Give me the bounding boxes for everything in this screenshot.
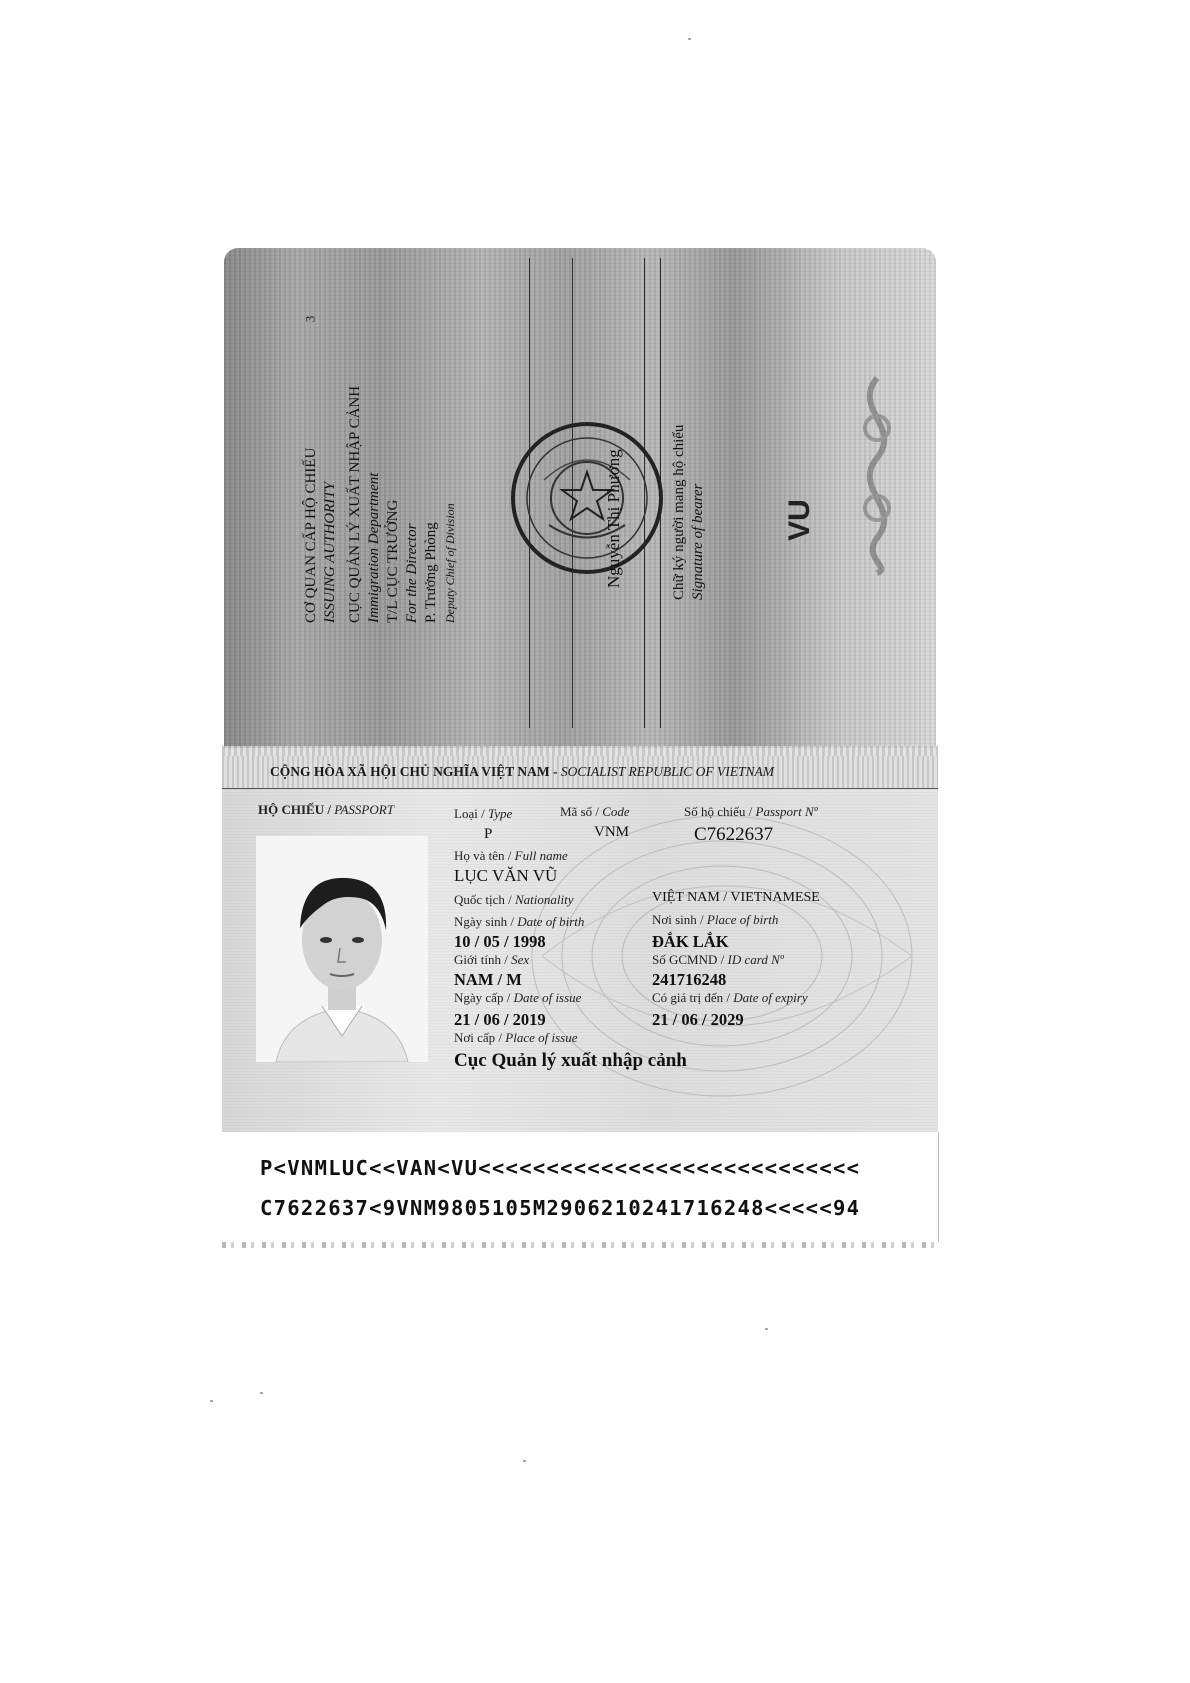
country-header-en: SOCIALIST REPUBLIC OF VIETNAM	[560, 764, 775, 779]
issue-date-value: 21 / 06 / 2019	[454, 1010, 546, 1029]
official-seal-icon	[509, 420, 665, 576]
expiry-date-label: Có giá trị đến / Date of expiry	[652, 990, 808, 1005]
issuing-authority-en: ISSUING AUTHORITY	[322, 482, 338, 623]
scan-speck	[260, 1392, 263, 1394]
page-number: 3	[302, 315, 318, 323]
code-value: VNM	[594, 824, 630, 840]
type-label: Loại / Type	[454, 806, 513, 821]
nationality-value: VIỆT NAM / VIETNAMESE	[652, 890, 820, 905]
scan-speck	[210, 1400, 213, 1402]
code-label: Mã số / Code	[560, 804, 630, 819]
for-director-vi: T/L CỤC TRƯỞNG	[385, 499, 401, 623]
scan-speck	[688, 38, 691, 40]
bearer-photo	[256, 836, 428, 1062]
full-name-label: Họ và tên / Full name	[454, 848, 568, 863]
bearer-signature-label-vi: Chữ ký người mang hộ chiếu	[671, 424, 687, 600]
place-of-issue-value: Cục Quản lý xuất nhập cảnh	[454, 1050, 687, 1071]
pob-value: ĐẮK LẮK	[652, 932, 729, 951]
scan-speck	[523, 1460, 526, 1462]
mrz-line-1: P<VNMLUC<<VAN<VU<<<<<<<<<<<<<<<<<<<<<<<<<<<<	[260, 1156, 861, 1180]
scan-speck	[765, 1328, 768, 1330]
country-header	[222, 756, 938, 789]
passport-upper-page	[224, 248, 936, 748]
ornament-icon	[842, 368, 912, 578]
official-name-block	[604, 449, 623, 588]
type-value: P	[484, 826, 493, 842]
expiry-date-value: 21 / 06 / 2029	[652, 1010, 744, 1029]
sex-label: Giới tính / Sex	[454, 952, 530, 967]
doc-title: HỘ CHIẾU / PASSPORT	[258, 802, 394, 817]
deputy-en: Deputy Chief of Division	[443, 503, 457, 623]
id-card-value: 241716248	[652, 970, 727, 989]
sex-value: NAM / M	[454, 970, 522, 989]
place-of-issue-label: Nơi cấp / Place of issue	[454, 1030, 578, 1045]
machine-readable-zone	[222, 1132, 939, 1242]
id-card-label: Số GCMND / ID card Nº	[652, 952, 784, 967]
nationality-label: Quốc tịch / Nationality	[454, 892, 574, 907]
pob-label: Nơi sinh / Place of birth	[652, 912, 779, 927]
bearer-signature-label-en: Signature of bearer	[690, 483, 706, 600]
issuing-authority-vi: CƠ QUAN CẤP HỘ CHIẾU	[303, 447, 319, 623]
bearer-signature: VU	[782, 499, 816, 541]
dob-label: Ngày sinh / Date of birth	[454, 914, 585, 929]
dob-value: 10 / 05 / 1998	[454, 932, 546, 951]
country-header-vi: CỘNG HÒA XÃ HỘI CHỦ NGHĨA VIỆT NAM -	[270, 764, 561, 779]
deputy-vi: P. Trưởng Phòng	[423, 522, 439, 623]
passport-scan	[222, 248, 938, 1244]
official-name: Nguyễn Thị Phương	[604, 449, 623, 588]
department-vi: CỤC QUẢN LÝ XUẤT NHẬP CẢNH	[347, 385, 363, 623]
department-en: Immigration Department	[366, 472, 382, 623]
scan-edge-noise	[222, 1242, 938, 1248]
passport-no-value: C7622637	[694, 824, 774, 845]
issue-date-label: Ngày cấp / Date of issue	[454, 990, 582, 1005]
for-director-en: For the Director	[404, 523, 420, 623]
issuing-authority-block	[302, 386, 460, 623]
mrz-line-2: C7622637<9VNM9805105M2906210241716248<<<<<94	[260, 1196, 861, 1220]
passport-no-label: Số hộ chiếu / Passport Nº	[684, 804, 818, 819]
bearer-signature-block	[670, 425, 708, 600]
portrait-image	[256, 836, 428, 1062]
passport-data-page	[222, 756, 938, 1132]
full-name-value: LỤC VĂN VŨ	[454, 866, 558, 885]
